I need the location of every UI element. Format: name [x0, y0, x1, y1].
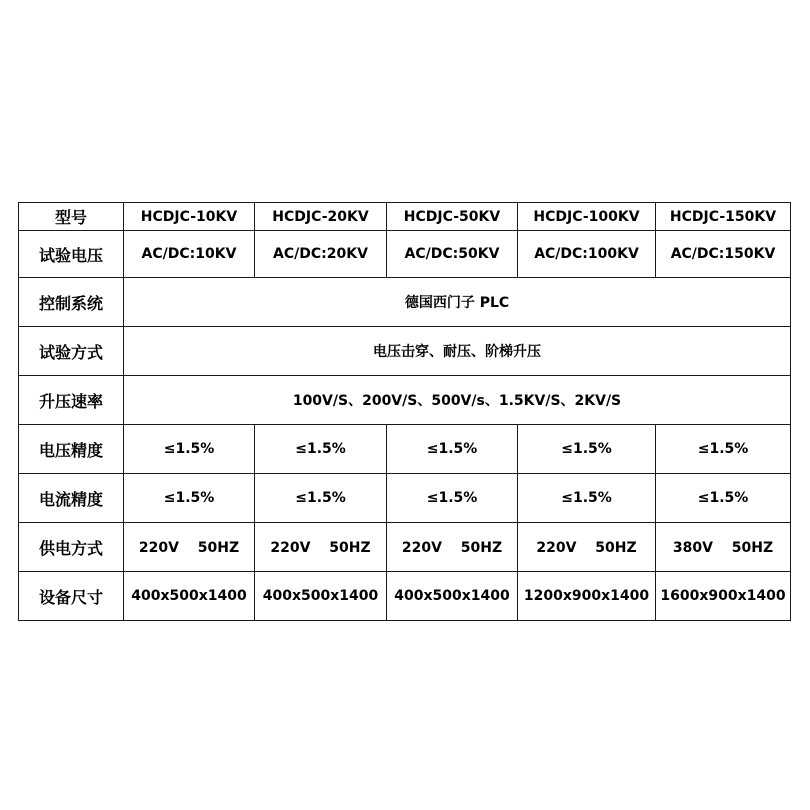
model-cell: HCDJC-150KV — [656, 203, 791, 231]
model-cell: HCDJC-10KV — [124, 203, 255, 231]
power-supply-cell: 220V 50HZ — [255, 523, 387, 572]
dimensions-cell: 400x500x1400 — [124, 572, 255, 621]
row-test-voltage — [19, 231, 791, 278]
row-control-system — [19, 278, 791, 327]
current-accuracy-cell: ≤1.5% — [387, 474, 518, 523]
model-cell: HCDJC-50KV — [387, 203, 518, 231]
row-ramp-rate — [19, 376, 791, 425]
current-accuracy-cell: ≤1.5% — [255, 474, 387, 523]
row-label-voltage-accuracy: 电压精度 — [19, 425, 124, 474]
test-voltage-cell: AC/DC:150KV — [656, 231, 791, 278]
row-label-current-accuracy: 电流精度 — [19, 474, 124, 523]
power-supply-cell: 220V 50HZ — [387, 523, 518, 572]
row-label-model: 型号 — [19, 203, 124, 231]
row-label-ramp-rate: 升压速率 — [19, 376, 124, 425]
test-mode-value: 电压击穿、耐压、阶梯升压 — [124, 327, 791, 376]
test-voltage-cell: AC/DC:50KV — [387, 231, 518, 278]
dimensions-cell: 1200x900x1400 — [518, 572, 656, 621]
power-supply-cell: 220V 50HZ — [518, 523, 656, 572]
row-label-test-mode: 试验方式 — [19, 327, 124, 376]
control-system-value: 德国西门子 PLC — [124, 278, 791, 327]
test-voltage-cell: AC/DC:10KV — [124, 231, 255, 278]
row-label-control-system: 控制系统 — [19, 278, 124, 327]
dimensions-cell: 1600x900x1400 — [656, 572, 791, 621]
row-power-supply — [19, 523, 791, 572]
row-model — [19, 203, 791, 231]
row-label-dimensions: 设备尺寸 — [19, 572, 124, 621]
row-voltage-accuracy — [19, 425, 791, 474]
test-voltage-cell: AC/DC:20KV — [255, 231, 387, 278]
model-cell: HCDJC-100KV — [518, 203, 656, 231]
row-current-accuracy — [19, 474, 791, 523]
row-label-power-supply: 供电方式 — [19, 523, 124, 572]
current-accuracy-cell: ≤1.5% — [656, 474, 791, 523]
voltage-accuracy-cell: ≤1.5% — [518, 425, 656, 474]
ramp-rate-value: 100V/S、200V/S、500V/s、1.5KV/S、2KV/S — [124, 376, 791, 425]
voltage-accuracy-cell: ≤1.5% — [387, 425, 518, 474]
power-supply-cell: 380V 50HZ — [656, 523, 791, 572]
dimensions-cell: 400x500x1400 — [387, 572, 518, 621]
current-accuracy-cell: ≤1.5% — [518, 474, 656, 523]
row-label-test-voltage: 试验电压 — [19, 231, 124, 278]
test-voltage-cell: AC/DC:100KV — [518, 231, 656, 278]
power-supply-cell: 220V 50HZ — [124, 523, 255, 572]
dimensions-cell: 400x500x1400 — [255, 572, 387, 621]
voltage-accuracy-cell: ≤1.5% — [255, 425, 387, 474]
row-test-mode — [19, 327, 791, 376]
voltage-accuracy-cell: ≤1.5% — [124, 425, 255, 474]
row-dimensions — [19, 572, 791, 621]
model-cell: HCDJC-20KV — [255, 203, 387, 231]
current-accuracy-cell: ≤1.5% — [124, 474, 255, 523]
spec-table — [18, 202, 791, 621]
voltage-accuracy-cell: ≤1.5% — [656, 425, 791, 474]
